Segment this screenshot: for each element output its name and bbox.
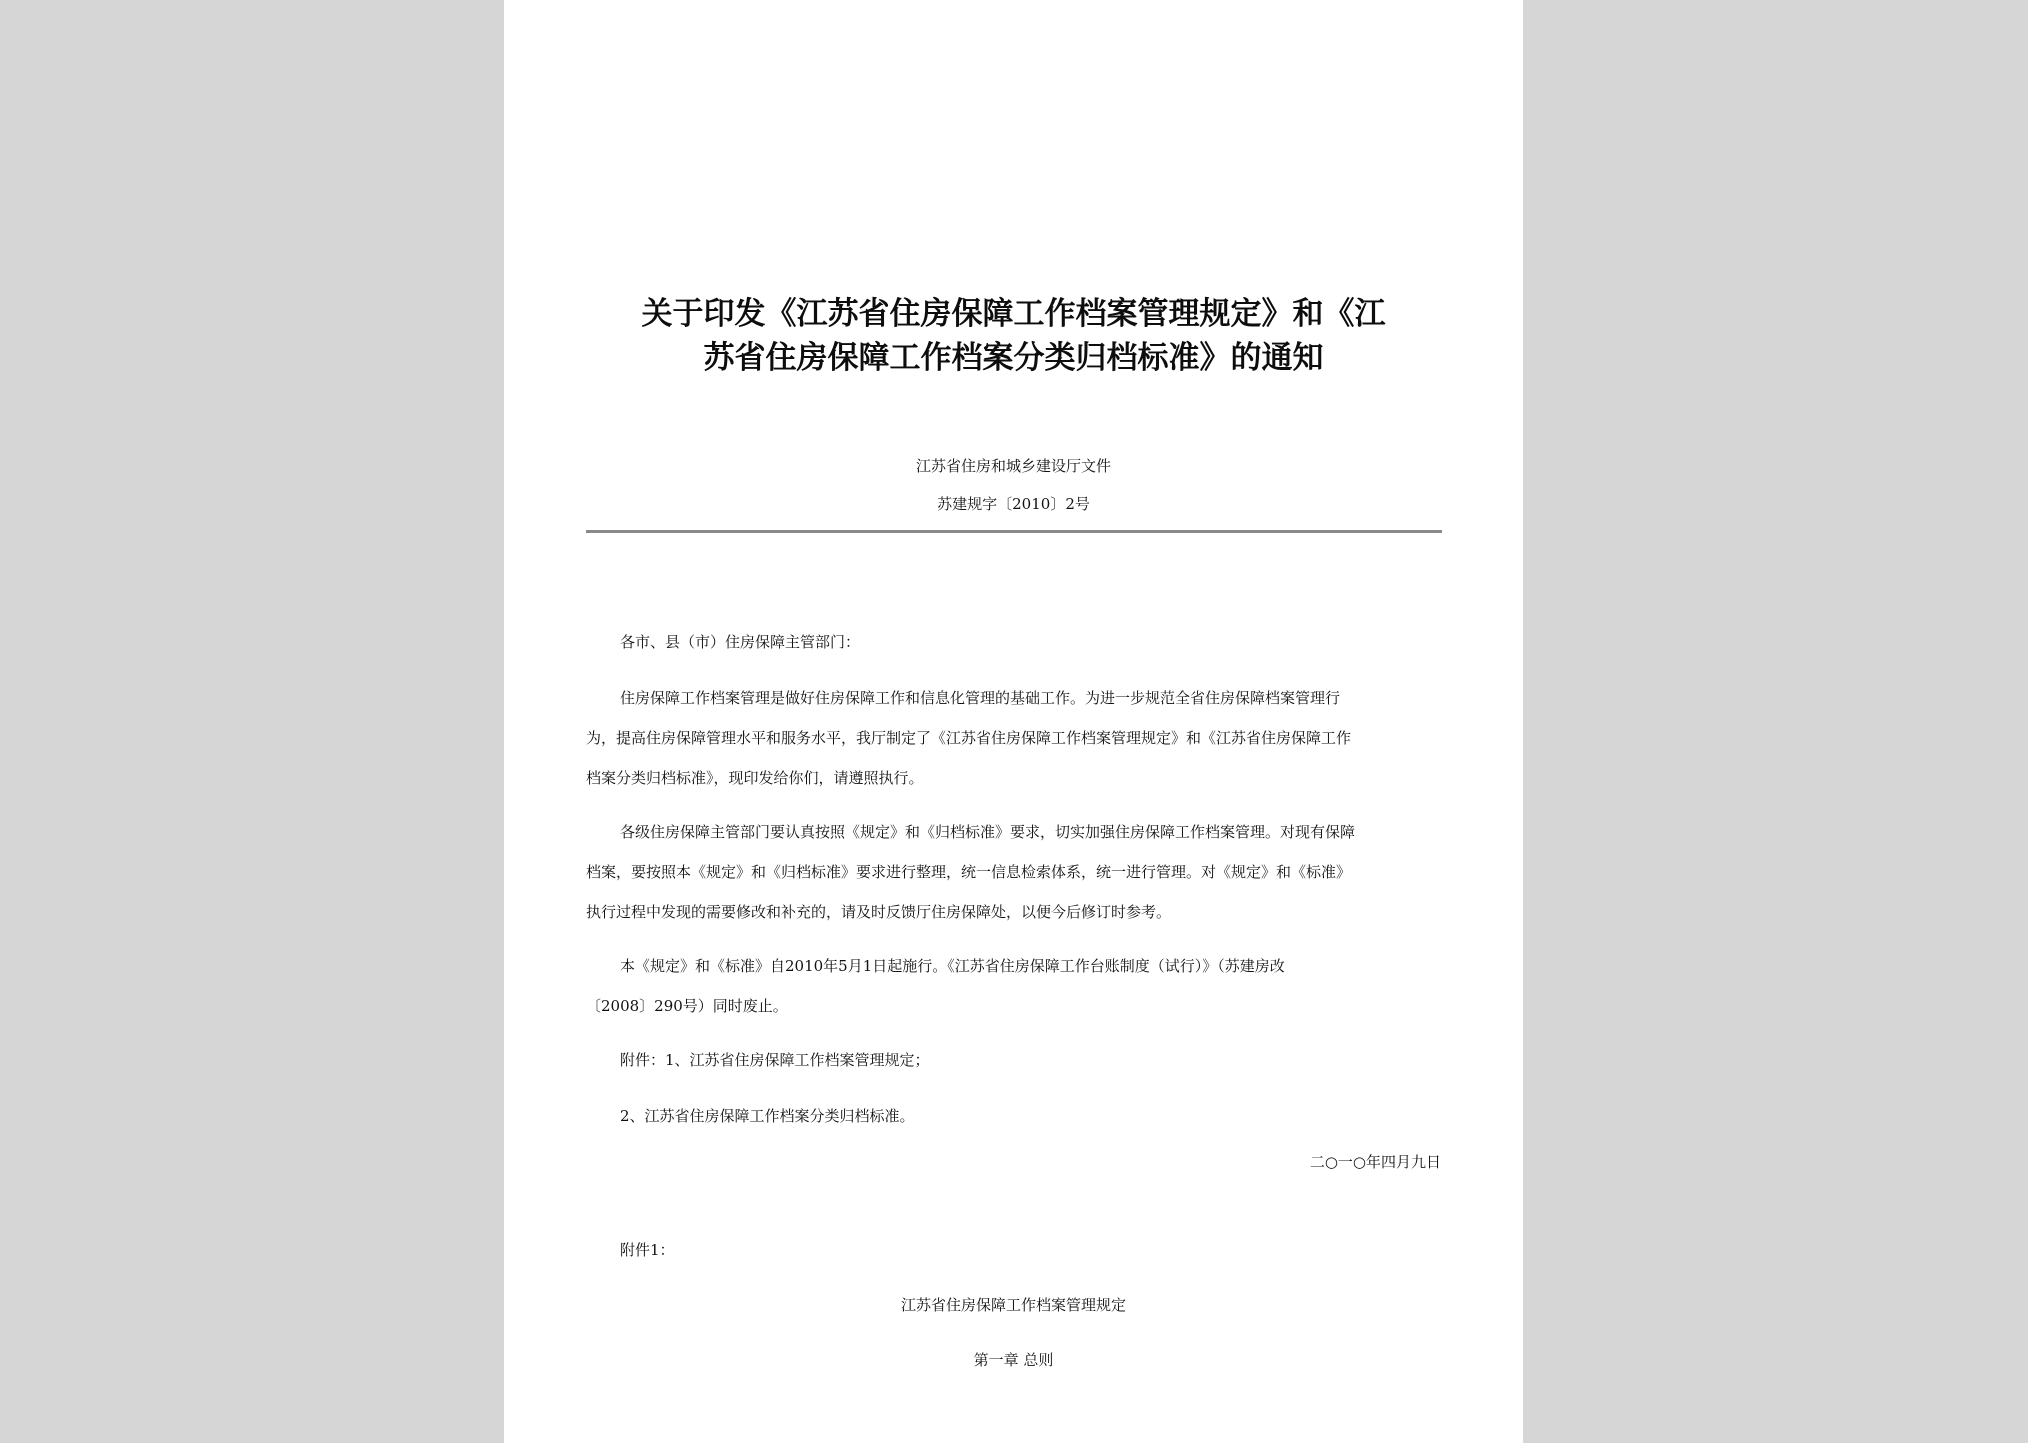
- title-line-1: 关于印发《江苏省住房保障工作档案管理规定》和《江: [641, 296, 1386, 332]
- header-divider: [586, 530, 1442, 533]
- issuer-line: 江苏省住房和城乡建设厅文件: [915, 457, 1111, 475]
- title-line-2: 苏省住房保障工作档案分类归档标准》的通知: [703, 340, 1324, 376]
- document-page: [504, 0, 1523, 1443]
- attachment-line-1: 附件：1、江苏省住房保障工作档案管理规定；: [620, 1051, 930, 1069]
- paragraph-1: 住房保障工作档案管理是做好住房保障工作和信息化管理的基础工作。为进一步规范全省住房保障档案管理行 为，提高住房保障管理水平和服务水平，我厅制定了《江苏省住房保障工作档案管理规定》和《江苏省住房保障工作 档案分类归档标准》，现印发给你们，请遵照执行。: [586, 689, 1352, 787]
- annex-label: 附件1：: [620, 1241, 675, 1259]
- paragraph-3: 本《规定》和《标准》自2010年5月1日起施行。《江苏省住房保障工作台账制度（试行）》（苏建房改 〔2008〕290号）同时废止。: [586, 957, 1285, 1015]
- annex-title: 江苏省住房保障工作档案管理规定: [900, 1296, 1126, 1314]
- issue-date: 二○一○年四月九日: [1309, 1153, 1441, 1171]
- chapter-title: 第一章 总则: [973, 1351, 1054, 1369]
- document-title: [564, 292, 1463, 380]
- attachment-line-2: 2、江苏省住房保障工作档案分类归档标准。: [620, 1107, 915, 1125]
- paragraph-2: 各级住房保障主管部门要认真按照《规定》和《归档标准》要求，切实加强住房保障工作档案管理。对现有保障 档案，要按照本《规定》和《归档标准》要求进行整理，统一信息检索体系，统一进行管理。对《规定》和《标准》 执行过程中发现的需要修改和补充的，请及时反馈厅住房保障处，以便今后修订时参考。: [586, 823, 1356, 921]
- salutation: 各市、县（市）住房保障主管部门：: [620, 633, 861, 651]
- document-number: 苏建规字〔2010〕2号: [937, 495, 1090, 513]
